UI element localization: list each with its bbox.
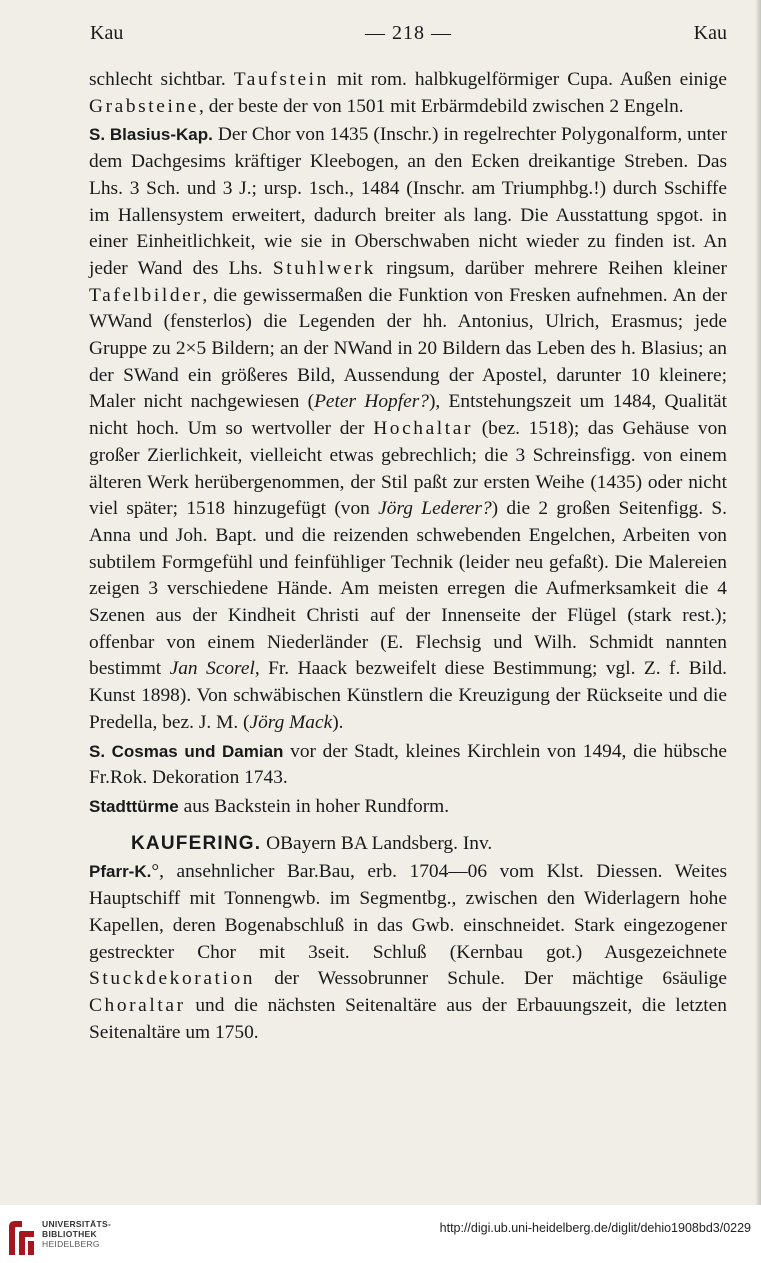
paragraph-cosmas-damian: S. Cosmas und Damian vor der Stadt, kleines Kirchlein von 1494, die hübsche Fr.Rok. Dekoration 1743. (89, 740, 728, 789)
digitization-footer (0, 1205, 761, 1263)
library-name: UNIVERSITÄTS- BIBLIOTHEK HEIDELBERG (42, 1219, 112, 1249)
entry-heading: S. Blasius-Kap. (89, 125, 213, 145)
source-url-link[interactable]: http://digi.ub.uni-heidelberg.de/diglit/dehio1908bd3/0229 (439, 1221, 751, 1235)
body-text (89, 67, 727, 1046)
paragraph-blasius-kap: S. Blasius-Kap. Der Chor von 1435 (Inschr.) in regelrechter Polygonalform, unter dem Dachgesims kräftiger Kleebogen, an den Ecken dreikantige Streben. Das Lhs. 3 Sch. und 3 J.; ursp. 1sch., 1484 (Inschr. am Triumphbg.!) durch Sschiffe im Hallensystem erweitert, dadurch breiter als lang. Die Ausstattung spgot. in einer Einheitlichkeit, wie sie in Oberschwaben nicht wieder zu finden ist. An jeder Wand des Lhs. Stuhlwerk ringsum, darüber mehrere Reihen kleiner Tafelbilder, die gewissermaßen die Funktion von Fresken aufnehmen. An der WWand (fensterlos) die Legenden der hh. Antonius, Ulrich, Erasmus; jede Gruppe zu 2×5 Bildern; an der NWand in 20 Bildern das Leben des h. Blasius; an der SWand ein größeres Bild, Aussendung der Apostel, darunter 10 kleinere; Maler nicht nachgewiesen (Peter Hopfer?), Entstehungszeit um 1484, Qualität nicht hoch. Um so wertvoller der Hochaltar (bez. 1518); das Gehäuse von großer Zierlichkeit, vielleicht etwas gebrechlich; die 3 Schreinsfigg. von einem älteren Werk herübergenommen, der Stil paßt zur ersten Weihe (1435) oder nicht viel später; 1518 hinzugefügt (von Jörg Lederer?) die 2 großen Seitenfigg. S. Anna und Joh. Bapt. und die reizenden schwebenden Engelchen, Arbeiten von subtilem Formgefühl und feinfühliger Technik (leider neu gefaßt). Die Malereien zeigen 3 verschiedene Hände. Am meisten erregen die Aufmerksamkeit die 4 Szenen aus der Kindheit Christi auf der Innenseite der Flügel (stark rest.); offenbar von einem Niederländer (E. Flechsig und Wilh. Schmidt nannten bestimmt Jan Scorel, Fr. Haack bezweifelt diese Bestimmung; vgl. Z. f. Bild. Kunst 1898). Von schwäbischen Künstlern die Kreuzigung der Rückseite und die Predella, bez. J. M. (Jörg Mack). (89, 124, 728, 733)
entry-heading: Stadttürme (89, 796, 179, 816)
header-left: Kau (90, 22, 124, 44)
header-right: Kau (693, 22, 727, 44)
paragraph-kaufering: KAUFERING. OBayern BA Landsberg. Inv. (131, 832, 493, 854)
running-head (90, 22, 727, 52)
paragraph-pfarr-k: Pfarr-K.°, ansehnlicher Bar.Bau, erb. 1704—06 vom Klst. Diessen. Weites Hauptschiff mit Tonnengwb. im Segmentbg., zwischen den Widerlagern hohe Kapellen, deren Bogenabschluß in das Gwb. einschneidet. Stark eingezogener gestreckter Chor mit 3seit. Schluß (Kernbau got.) Ausgezeichnete Stuckdekoration der Wessobrunner Schule. Der mächtige 6säulige Choraltar und die nächsten Seitenaltäre aus der Erbauungszeit, die letzten Seitenaltäre um 1750. (89, 861, 727, 1043)
paragraph-taufstein: schlecht sichtbar. Taufstein mit rom. halbkugelförmiger Cupa. Außen einige Grabsteine, der beste der von 1501 mit Erbärmdebild zwischen 2 Engeln. (89, 69, 727, 117)
paragraph-stadttuerme: Stadttürme aus Backstein in hoher Rundform. (89, 795, 450, 817)
page-number: — 218 — (365, 22, 452, 44)
entry-heading: S. Cosmas und Damian (89, 741, 284, 761)
library-logo-icon (6, 1217, 38, 1257)
place-heading: KAUFERING. (131, 832, 262, 854)
entry-heading: Pfarr-K. (89, 862, 152, 882)
